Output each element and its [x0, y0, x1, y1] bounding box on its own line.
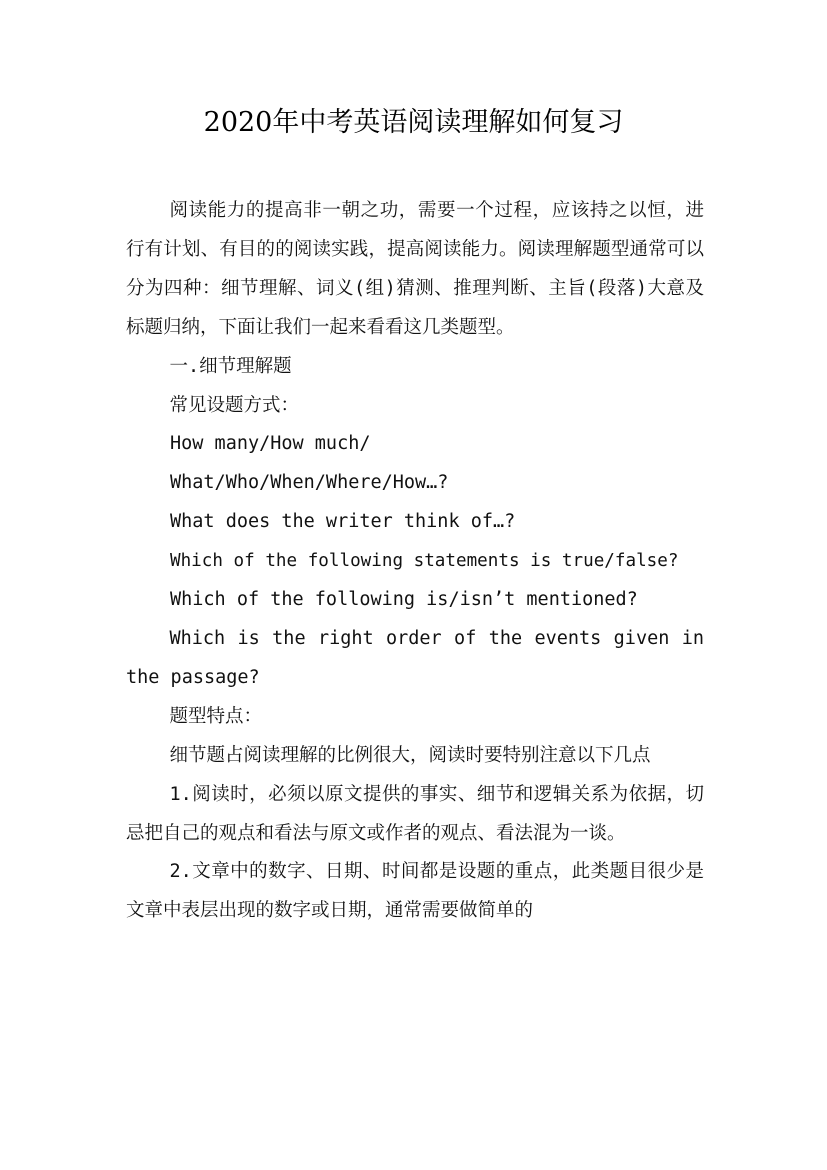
- question-form-line: Which is the right order of the events given in the passage?: [126, 627, 704, 688]
- paragraph-point-1: 1.阅读时，必须以原文提供的事实、细节和逻辑关系为依据，切忌把自己的观点和看法与原文或作者的观点、看法混为一谈。: [126, 783, 704, 844]
- document-body: [126, 192, 704, 931]
- paragraph-features-label: 题型特点：: [169, 705, 262, 727]
- paragraph-point-2: 2.文章中的数字、日期、时间都是设题的重点，此类题目很少是文章中表层出现的数字或日期，通常需要做简单的: [126, 861, 704, 922]
- question-form-line: How many/How much/: [170, 433, 371, 455]
- document-title: 2020年中考英语阅读理解如何复习: [203, 107, 624, 138]
- paragraph-intro: 阅读能力的提高非一朝之功，需要一个过程，应该持之以恒，进行有计划、有目的的阅读实践，提高阅读能力。阅读理解题型通常可以分为四种：细节理解、词义(组)猜测、推理判断、主旨(段落)大意及标题归纳，下面让我们一起来看看这几类题型。: [126, 200, 704, 338]
- question-form-line: Which of the following is/isn’t mentioned?: [170, 589, 638, 611]
- question-form-line: Which of the following statements is true/false?: [170, 551, 679, 572]
- section-heading-detail: 一.细节理解题: [169, 355, 292, 377]
- question-form-line: What does the writer think of…?: [170, 511, 516, 533]
- paragraph-features: 细节题占阅读理解的比例很大，阅读时要特别注意以下几点: [169, 744, 651, 766]
- question-form-line: What/Who/When/Where/How…?: [170, 472, 449, 494]
- paragraph-question-forms-label: 常见设题方式：: [169, 394, 299, 416]
